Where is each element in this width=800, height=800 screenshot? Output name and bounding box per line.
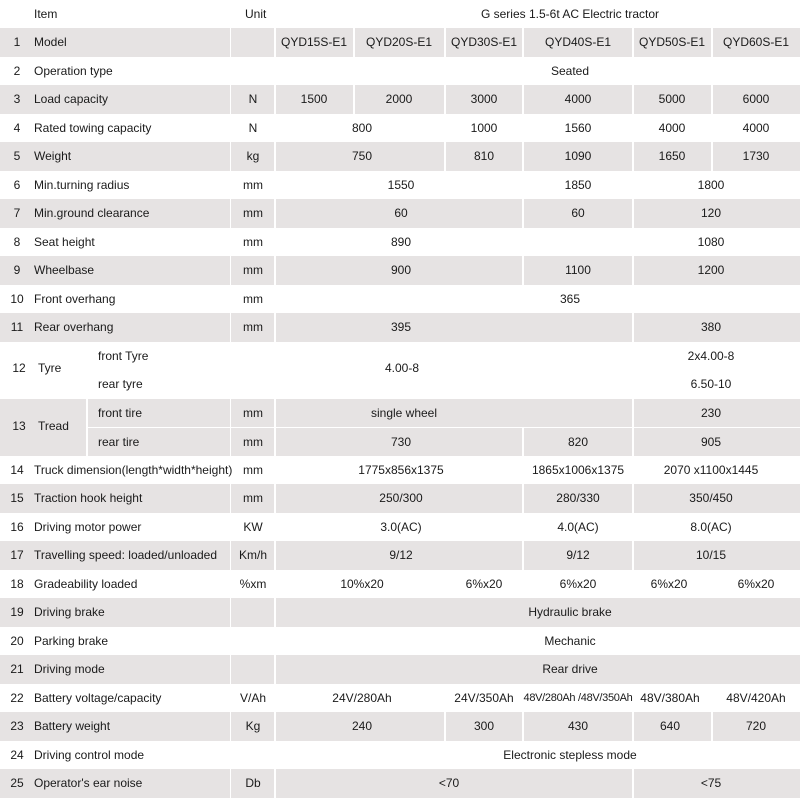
model-value: QYD50S-E1 [638, 35, 706, 49]
row-value: 1730 [742, 149, 770, 163]
row-value: 2000 [385, 92, 413, 106]
row-value: 1850 [564, 178, 592, 192]
row-front-overhang [0, 285, 800, 313]
row-unit: mm [243, 263, 263, 277]
table-title: G series 1.5-6t AC Electric tractor [480, 7, 660, 21]
row-value: 1200 [697, 263, 725, 277]
row-label: Gradeability loaded [34, 577, 138, 591]
row-value: 4.0(AC) [557, 520, 599, 534]
row-number: 17 [10, 548, 24, 562]
row-number: 6 [13, 178, 21, 192]
row-number: 19 [10, 605, 24, 619]
row-value: 10/15 [695, 548, 727, 562]
row-value: 720 [745, 719, 767, 733]
row-value: 900 [390, 263, 412, 277]
value-cell [276, 655, 800, 684]
row-number: 23 [10, 719, 24, 733]
row-label: Wheelbase [34, 263, 95, 277]
row-label: Truck dimension(length*width*height) [34, 463, 233, 477]
row-battery-voltage-capacity [0, 684, 800, 712]
row-label: Rear overhang [34, 320, 114, 334]
row-load-capacity [0, 85, 800, 114]
row-tread [0, 399, 800, 456]
row-label: Rated towing capacity [34, 121, 152, 135]
row-unit: kg [246, 149, 260, 163]
row-value: 1100 [565, 263, 591, 277]
row-value: 380 [700, 320, 722, 334]
row-label: Operation type [34, 64, 113, 78]
row-value: 60 [394, 206, 408, 220]
row-value: 905 [700, 435, 722, 449]
row-number: 20 [10, 634, 24, 648]
row-value: <70 [438, 776, 460, 790]
row-value: 1000 [470, 121, 498, 135]
model-value: QYD30S-E1 [450, 35, 518, 49]
row-value: 730 [390, 435, 412, 449]
model-value: QYD60S-E1 [722, 35, 790, 49]
row-value: 120 [700, 206, 722, 220]
row-value: 395 [390, 320, 412, 334]
row-label: Load capacity [34, 92, 109, 106]
value-cell [276, 399, 632, 427]
row-weight [0, 142, 800, 171]
row-unit: mm [243, 235, 263, 249]
row-parking-brake [0, 627, 800, 655]
row-label: Driving brake [34, 605, 105, 619]
row-unit: KW [243, 520, 263, 534]
row-number: 10 [10, 292, 24, 306]
row-label: Travelling speed: loaded/unloaded [34, 548, 218, 562]
model-value: QYD40S-E1 [544, 35, 612, 49]
row-value: 1090 [564, 149, 592, 163]
row-number: 16 [10, 520, 24, 534]
row-number: 2 [13, 64, 21, 78]
row-seat-height [0, 228, 800, 256]
row-unit: V/Ah [239, 691, 267, 705]
row-value: 1650 [658, 149, 686, 163]
row-value: 430 [567, 719, 589, 733]
row-value: 6%x20 [465, 577, 503, 591]
row-value: 5000 [658, 92, 686, 106]
row-wheelbase [0, 256, 800, 285]
row-number: 22 [10, 691, 24, 705]
row-value: 280/330 [556, 491, 600, 505]
row-label: Driving mode [34, 662, 105, 676]
row-rated-towing-capacity [0, 114, 800, 142]
row-value: 250/300 [379, 491, 423, 505]
unit-header: Unit [245, 7, 267, 21]
row-driving-motor-power [0, 513, 800, 541]
row-label: Front overhang [34, 292, 116, 306]
row-value: 750 [351, 149, 373, 163]
row-value: 640 [659, 719, 681, 733]
row-model [0, 28, 800, 57]
row-value: 2x4.00-8 [687, 349, 735, 363]
row-unit: Db [245, 776, 261, 790]
row-value: 350/450 [689, 491, 733, 505]
row-label: Battery weight [34, 719, 111, 733]
row-value: 3000 [470, 92, 498, 106]
row-unit: Km/h [238, 548, 268, 562]
row-value: 2070 x1100x1445 [663, 463, 759, 477]
row-label: Driving motor power [34, 520, 142, 534]
row-travelling-speed [0, 541, 800, 570]
sub-label-front: front Tyre [98, 349, 149, 363]
row-value: 4000 [742, 121, 770, 135]
row-unit: %xm [239, 577, 267, 591]
row-unit: N [248, 92, 258, 106]
row-number: 21 [10, 662, 24, 676]
row-label: Seat height [34, 235, 95, 249]
row-value: 24V/280Ah [332, 691, 392, 705]
row-value: 230 [700, 406, 722, 420]
row-value: 1550 [387, 178, 415, 192]
row-unit: mm [243, 206, 263, 220]
row-value: 24V/350Ah [454, 691, 514, 705]
row-value: 1560 [564, 121, 592, 135]
row-number: 15 [10, 491, 24, 505]
row-number: 12 [12, 361, 26, 375]
row-value: Electronic stepless mode [503, 748, 637, 762]
row-value: 48V/420Ah [726, 691, 786, 705]
unit-cell [231, 598, 274, 627]
row-value: 6000 [742, 92, 770, 106]
row-value: 6.50-10 [690, 377, 732, 391]
row-driving-control-mode [0, 741, 800, 769]
row-value: 800 [351, 121, 373, 135]
row-traction-hook-height [0, 484, 800, 513]
row-value: 4.00-8 [384, 361, 420, 375]
item-header: Item [34, 7, 58, 21]
row-gradeability [0, 570, 800, 598]
row-label: Weight [34, 149, 72, 163]
row-min-turning-radius [0, 171, 800, 199]
row-value: Mechanic [544, 634, 596, 648]
row-value: Seated [550, 64, 590, 78]
row-value: 1500 [300, 92, 328, 106]
row-number: 13 [12, 419, 26, 433]
sub-label-rear: rear tyre [98, 377, 143, 391]
row-label: Parking brake [34, 634, 109, 648]
row-number: 1 [13, 35, 21, 49]
row-value: 6%x20 [650, 577, 688, 591]
row-label: Tread [38, 419, 69, 433]
row-number: 3 [13, 92, 21, 106]
row-driving-brake [0, 598, 800, 627]
row-value: 300 [473, 719, 495, 733]
row-number: 5 [13, 149, 21, 163]
row-battery-weight [0, 712, 800, 741]
row-number: 18 [10, 577, 24, 591]
row-value: 60 [571, 206, 585, 220]
model-value: QYD15S-E1 [280, 35, 348, 49]
row-number: 25 [10, 776, 24, 790]
row-value: 8.0(AC) [690, 520, 732, 534]
row-value: 1080 [697, 235, 725, 249]
row-number: 7 [13, 206, 21, 220]
row-value: 10%x20 [340, 577, 384, 591]
row-value: 6%x20 [559, 577, 597, 591]
row-unit: mm [243, 491, 263, 505]
row-value: 890 [390, 235, 412, 249]
row-value: 9/12 [566, 548, 590, 562]
row-min-ground-clearance [0, 199, 800, 228]
row-value: 48V/280Ah /48V/350Ah [523, 692, 633, 704]
row-number: 14 [10, 463, 24, 477]
row-value: 1865x1006x1375 [531, 463, 625, 477]
row-value: 4000 [564, 92, 592, 106]
row-label: Min.ground clearance [34, 206, 150, 220]
row-value: 3.0(AC) [380, 520, 422, 534]
row-value: 240 [351, 719, 373, 733]
row-rear-overhang [0, 313, 800, 342]
row-unit: N [248, 121, 258, 135]
row-label: Driving control mode [34, 748, 145, 762]
row-number: 4 [13, 121, 21, 135]
row-value: Hydraulic brake [528, 605, 612, 619]
row-label: Traction hook height [34, 491, 143, 505]
row-number: 24 [10, 748, 24, 762]
row-unit: mm [243, 320, 263, 334]
sub-label-front: front tire [98, 406, 143, 420]
row-unit: Kg [245, 719, 261, 733]
row-value: Rear drive [542, 662, 598, 676]
row-operators-ear-noise [0, 769, 800, 798]
row-unit: mm [243, 435, 263, 449]
header-row [0, 0, 800, 28]
row-label: Battery voltage/capacity [34, 691, 162, 705]
sub-label-rear: rear tire [98, 435, 140, 449]
row-value: 1800 [697, 178, 725, 192]
row-truck-dimension [0, 456, 800, 484]
model-value: QYD20S-E1 [365, 35, 433, 49]
row-driving-mode [0, 655, 800, 684]
row-value: 9/12 [389, 548, 413, 562]
row-label: Min.turning radius [34, 178, 130, 192]
row-number: 8 [13, 235, 21, 249]
row-number: 9 [13, 263, 21, 277]
row-value: 810 [473, 149, 495, 163]
row-tyre [0, 342, 800, 399]
row-value: single wheel [370, 406, 438, 420]
row-value: 820 [567, 435, 589, 449]
row-label: Operator's ear noise [34, 776, 143, 790]
row-value: 6%x20 [737, 577, 775, 591]
row-operation-type [0, 57, 800, 85]
row-unit: mm [243, 178, 263, 192]
row-unit: mm [243, 406, 263, 420]
row-unit: mm [243, 292, 263, 306]
row-value: 4000 [658, 121, 686, 135]
row-unit: mm [243, 463, 263, 477]
unit-cell [231, 28, 274, 57]
row-value: 48V/380Ah [640, 691, 700, 705]
row-value: 365 [559, 292, 581, 306]
row-number: 11 [10, 320, 24, 334]
value-cell [276, 313, 632, 342]
row-value: 1775x856x1375 [358, 463, 444, 477]
row-label: Model [34, 35, 67, 49]
unit-cell [231, 655, 274, 684]
row-value: <75 [700, 776, 722, 790]
row-label: Tyre [38, 361, 62, 375]
